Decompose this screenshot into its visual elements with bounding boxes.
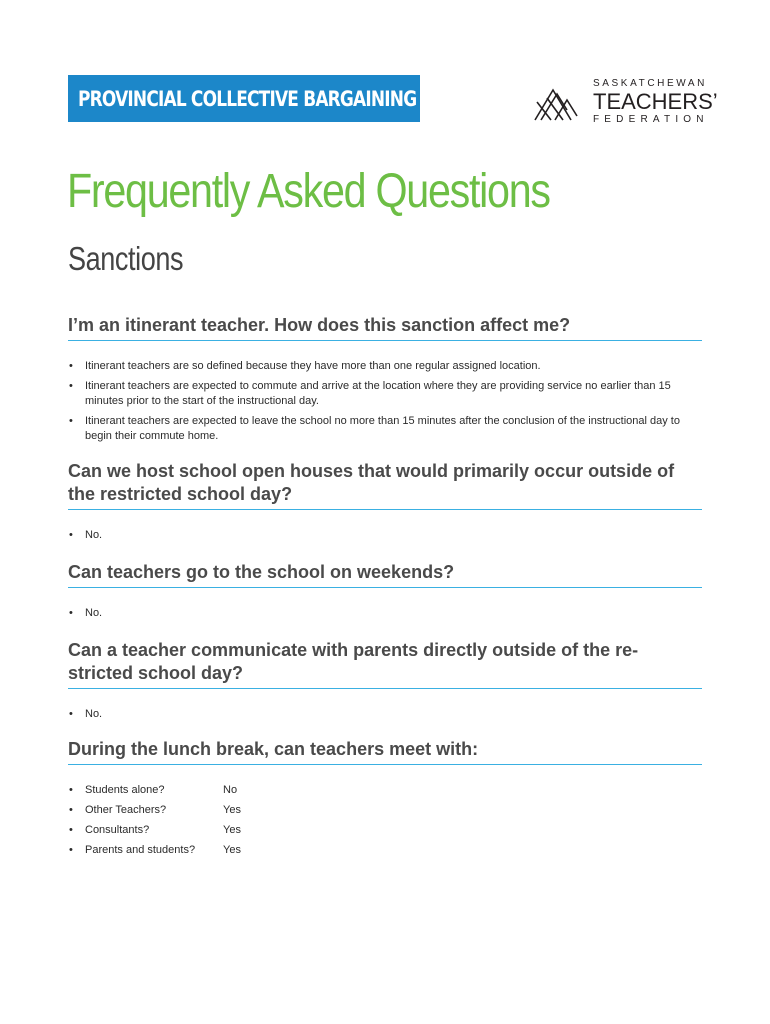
faq-itinerant-teacher bbox=[68, 314, 702, 449]
page-subtitle: Sanctions bbox=[68, 240, 184, 277]
list-item-text: Itinerant teachers are expected to commute and arrive at the location where they are providing service no earlier than 15 minutes prior to the start of the instructional day. bbox=[85, 380, 671, 407]
faq-parent-communication bbox=[68, 639, 702, 722]
list-item bbox=[68, 414, 702, 444]
faq-question: Can teachers go to the school on weekends? bbox=[68, 561, 702, 588]
list-item-text: Students alone? bbox=[85, 784, 165, 796]
list-item-text: No. bbox=[85, 708, 103, 720]
faq-question: I’m an itinerant teacher. How does this sanction affect me? bbox=[68, 314, 702, 341]
list-item-text: No. bbox=[85, 607, 103, 619]
list-item-text: Other Teachers? bbox=[85, 804, 167, 816]
list-item-answer: Yes bbox=[223, 824, 241, 836]
stf-mountain-logo-icon bbox=[533, 80, 579, 124]
provincial-collective-bargaining-banner bbox=[68, 75, 420, 122]
page-title: Frequently Asked Questions bbox=[67, 165, 550, 218]
bullet-dot: • bbox=[69, 360, 73, 372]
logo-line-teachers: TEACHERS’ bbox=[593, 89, 718, 114]
faq-answer-list bbox=[68, 707, 702, 722]
list-item bbox=[68, 379, 702, 409]
list-item bbox=[68, 528, 702, 543]
bullet-dot: • bbox=[69, 824, 73, 836]
faq-question: Can we host school open houses that would primarily occur outside of the restricted school day? bbox=[68, 460, 702, 510]
list-item-text: Consultants? bbox=[85, 824, 150, 836]
bullet-dot: • bbox=[69, 380, 73, 392]
bullet-dot: • bbox=[69, 708, 73, 720]
list-item bbox=[68, 823, 702, 838]
bullet-dot: • bbox=[69, 844, 73, 856]
faq-open-houses bbox=[68, 460, 702, 543]
list-item bbox=[68, 707, 702, 722]
faq-question: During the lunch break, can teachers meet with: bbox=[68, 738, 702, 765]
list-item-text: Parents and students? bbox=[85, 844, 196, 856]
bullet-dot: • bbox=[69, 784, 73, 796]
list-item bbox=[68, 783, 702, 798]
list-item-answer: Yes bbox=[223, 844, 241, 856]
list-item-text: No. bbox=[85, 529, 103, 541]
faq-lunch-break bbox=[68, 738, 702, 863]
banner-text: PROVINCIAL COLLECTIVE BARGAINING bbox=[78, 86, 417, 111]
bullet-dot: • bbox=[69, 607, 73, 619]
faq-answer-list bbox=[68, 606, 702, 621]
list-item-text: Itinerant teachers are expected to leave the school no more than 15 minutes after the conclusion of the instructional day to begin their commute home. bbox=[85, 415, 680, 442]
stf-logo bbox=[533, 76, 718, 126]
logo-line-federation: FEDERATION bbox=[593, 114, 709, 125]
list-item-answer: No bbox=[223, 784, 238, 796]
faq-answer-list bbox=[68, 359, 702, 444]
list-item-text: Itinerant teachers are so defined because they have more than one regular assigned location. bbox=[85, 360, 541, 372]
faq-answer-list bbox=[68, 528, 702, 543]
bullet-dot: • bbox=[69, 529, 73, 541]
list-item bbox=[68, 843, 702, 858]
list-item bbox=[68, 803, 702, 818]
list-item-answer: Yes bbox=[223, 804, 241, 816]
faq-answer-list bbox=[68, 783, 702, 858]
bullet-dot: • bbox=[69, 415, 73, 427]
faq-question: Can a teacher communicate with parents directly outside of the re-stricted school day? bbox=[68, 639, 702, 689]
list-item bbox=[68, 606, 702, 621]
bullet-dot: • bbox=[69, 804, 73, 816]
logo-line-saskatchewan: SASKATCHEWAN bbox=[593, 78, 707, 89]
list-item bbox=[68, 359, 702, 374]
faq-weekends bbox=[68, 561, 702, 621]
